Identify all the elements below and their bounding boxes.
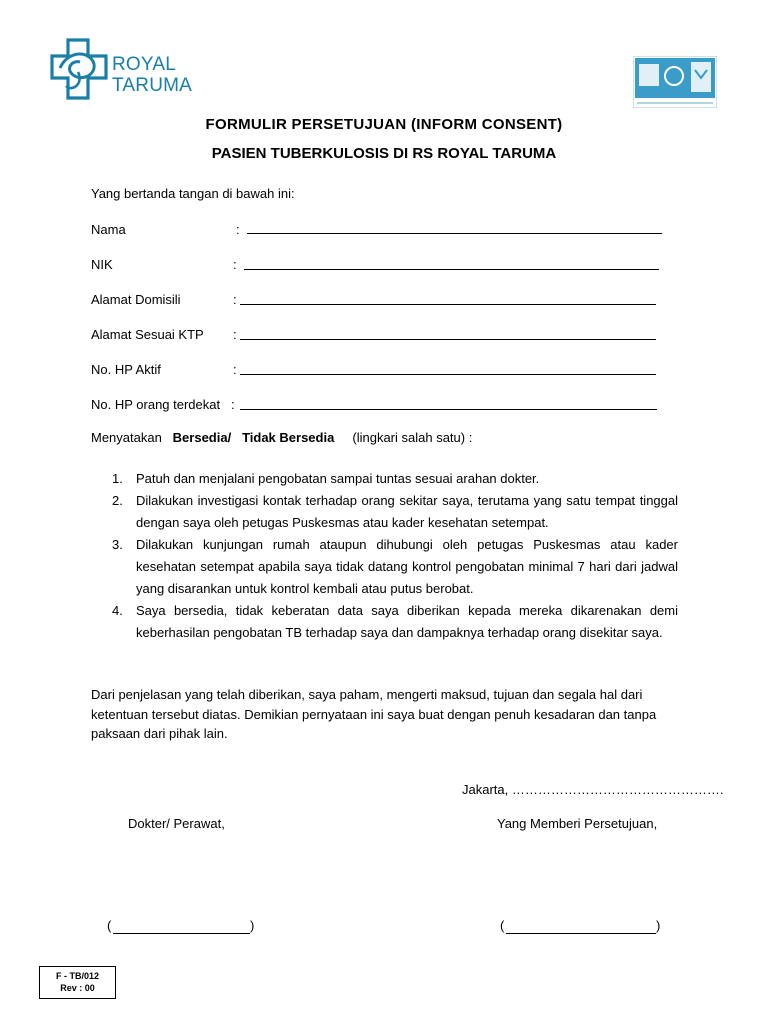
closing-paragraph: Dari penjelasan yang telah diberikan, saya paham, mengerti maksud, tujuan dan segala hal dari ketentuan tersebut diatas. Demikian pernyataan ini saya buat dengan penuh kesadaran dan tanpa paksaan dari pihak lain. (91, 687, 657, 741)
field-label-hp-aktif: No. HP Aktif (91, 362, 161, 377)
list-item (112, 468, 678, 490)
statement-prefix: Menyatakan (91, 430, 162, 445)
field-colon: : (233, 327, 237, 342)
list-item-number: 1. (112, 471, 123, 486)
cross-ribbon-logo-icon (50, 38, 108, 100)
option-tidak-bersedia[interactable]: Tidak Bersedia (242, 430, 335, 445)
signature-title-consenter: Yang Memberi Persetujuan, (497, 816, 658, 831)
statement-instruction: (lingkari salah satu) : (352, 430, 473, 445)
list-item (112, 534, 678, 600)
consent-items-list (112, 468, 678, 644)
certification-badge-icon (633, 56, 717, 108)
list-item-number: 4. (112, 603, 123, 618)
field-line-alamat-ktp[interactable] (240, 339, 656, 340)
field-colon: : (231, 397, 235, 412)
list-item-text: Patuh dan menjalani pengobatan sampai tuntas sesuai arahan dokter. (136, 471, 540, 486)
signature-line-doctor[interactable] (113, 933, 250, 934)
signature-title-doctor: Dokter/ Perawat, (128, 816, 225, 831)
form-subtitle: PASIEN TUBERKULOSIS DI RS ROYAL TARUMA (211, 145, 557, 162)
intro-text: Yang bertanda tangan di bawah ini: (91, 186, 295, 201)
signature-open-paren: ( (107, 918, 112, 933)
list-item (112, 600, 678, 644)
hospital-logo (50, 34, 193, 104)
signature-close-paren: ) (656, 918, 661, 933)
field-colon: : (233, 257, 237, 272)
list-item-text: Dilakukan investigasi kontak terhadap orang sekitar saya, terutama yang satu tempat tinggal dengan saya oleh petugas Puskesmas atau kader kesehatan setempat. (136, 493, 678, 530)
signature-close-paren: ) (250, 918, 255, 933)
form-title: FORMULIR PERSETUJUAN (INFORM CONSENT) (205, 116, 563, 133)
consent-statement (91, 430, 472, 445)
field-line-nik[interactable] (244, 269, 659, 270)
list-item-number: 2. (112, 493, 123, 508)
field-colon: : (233, 292, 237, 307)
field-label-hp-terdekat: No. HP orang terdekat (91, 397, 221, 412)
logo-wordmark (112, 54, 192, 96)
field-line-nama[interactable] (247, 233, 662, 234)
signature-open-paren: ( (500, 918, 505, 933)
field-colon: : (236, 222, 240, 237)
field-label-alamat-domisili: Alamat Domisili (91, 292, 181, 307)
field-line-hp-terdekat[interactable] (240, 409, 657, 410)
document-revision: Rev : 00 (60, 983, 95, 993)
field-label-alamat-ktp: Alamat Sesuai KTP (91, 327, 204, 342)
field-colon: : (233, 362, 237, 377)
list-item-number: 3. (112, 537, 123, 552)
document-code-box (39, 966, 116, 999)
signature-line-consenter[interactable] (506, 933, 656, 934)
option-bersedia[interactable]: Bersedia/ (172, 430, 232, 445)
field-line-hp-aktif[interactable] (240, 374, 656, 375)
logo-line2: TARUMA (112, 75, 193, 96)
field-label-nik: NIK (91, 257, 113, 272)
document-code: F - TB/012 (55, 971, 99, 981)
list-item (112, 490, 678, 534)
place-date: Jakarta, …………………………………………. (462, 782, 724, 797)
list-item-text: Dilakukan kunjungan rumah ataupun dihubungi oleh petugas Puskesmas atau kader kesehatan setempat apabila saya tidak datang kontrol pengobatan minimal 7 hari dari jadwal yang disarankan untuk kontrol kembali atau putus berobat. (136, 537, 678, 596)
logo-line1: ROYAL (112, 54, 177, 75)
field-label-nama: Nama (91, 222, 126, 237)
field-line-alamat-domisili[interactable] (240, 304, 656, 305)
list-item-text: Saya bersedia, tidak keberatan data saya diberikan kepada mereka dikarenakan demi keberhasilan pengobatan TB terhadap saya dan dampaknya terhadap orang disekitar saya. (136, 603, 678, 640)
